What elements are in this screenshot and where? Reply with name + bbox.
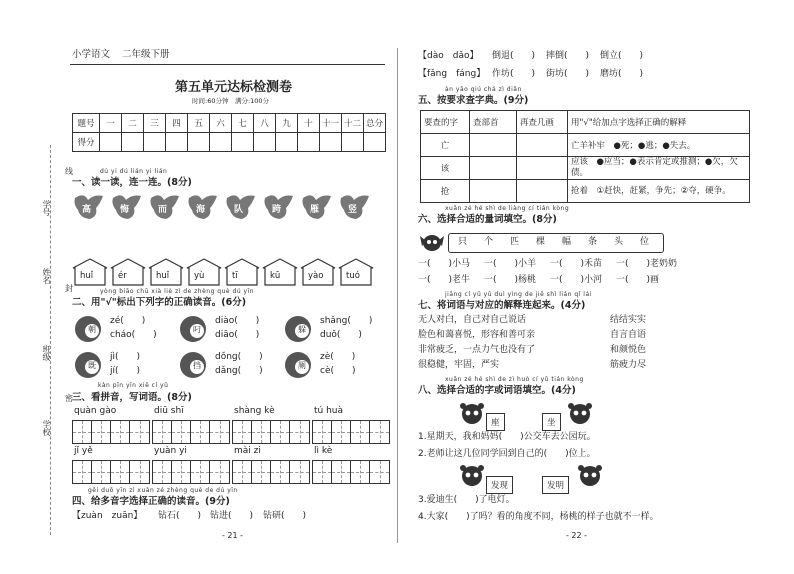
q2-char: 挡: [193, 361, 201, 370]
measure-word-box: [448, 233, 664, 253]
q7-word[interactable]: 自言自语: [610, 330, 647, 340]
q6-blank[interactable]: 一( )小马: [418, 259, 471, 269]
dict-strokes-3[interactable]: [517, 180, 568, 203]
q4-line1-pinyin: 【zuàn zuān】: [72, 511, 143, 521]
score-h6: 六: [210, 114, 232, 133]
grid-cell[interactable]: [233, 461, 252, 483]
grid-cell[interactable]: [191, 421, 210, 443]
score-cell[interactable]: [276, 133, 298, 152]
writing-grid[interactable]: [152, 460, 230, 484]
q6-blank[interactable]: 一( )老牛: [418, 275, 471, 285]
grid-cell[interactable]: [210, 461, 229, 483]
grid-cell[interactable]: [233, 421, 252, 443]
q7-word[interactable]: 筋疲力尽: [610, 360, 647, 370]
grid-cell[interactable]: [172, 461, 191, 483]
score-label: 得分: [73, 133, 100, 152]
grid-cell[interactable]: [271, 421, 290, 443]
q5-pinyin: àn yāo qiú chá zì diǎn: [445, 86, 522, 93]
q3-pinyin: yuàn yi: [154, 446, 187, 456]
q7-definition[interactable]: 很稳健，牢固，严实: [418, 360, 500, 370]
dict-head-char: 要查的字: [421, 111, 470, 134]
q2-char: 厕: [298, 361, 306, 370]
q3-pinyin: tú huà: [314, 406, 344, 416]
writing-grid[interactable]: [232, 420, 310, 444]
grid-cell[interactable]: [313, 461, 332, 483]
q2-char: 朝: [88, 325, 96, 334]
q6-blank[interactable]: 一( )小羊: [484, 259, 537, 269]
girl-icon-1: [458, 400, 486, 428]
margin-line-mark: 线: [65, 167, 73, 176]
page-number-left: - 21 -: [222, 531, 244, 540]
dict-strokes-2[interactable]: [517, 157, 568, 180]
grid-cell[interactable]: [313, 421, 332, 443]
q2-option[interactable]: jì( ): [110, 352, 141, 362]
q6-blank[interactable]: 一( )杨桃: [484, 275, 537, 285]
score-cell[interactable]: [122, 133, 144, 152]
grid-cell[interactable]: [370, 421, 389, 443]
q8-title: 八、选择合适的字或词语填空。(4分): [418, 385, 576, 396]
house-icon: [110, 258, 146, 286]
exam-title: 第五单元达标检测卷: [175, 80, 293, 95]
grid-cell[interactable]: [290, 461, 309, 483]
q1-title: 一、读一读，连一连。(8分): [72, 177, 192, 188]
page-number-right: - 22 -: [566, 531, 588, 540]
grid-cell[interactable]: [92, 421, 111, 443]
grade-label: 二年级下册: [122, 49, 170, 60]
q4-line1-c[interactable]: 钻研( ): [263, 511, 307, 521]
bird-char[interactable]: 雁: [310, 205, 320, 215]
q2-option[interactable]: zé( ): [110, 316, 146, 326]
q4-line1-a[interactable]: 钻石( ): [158, 511, 202, 521]
dict-radical-2[interactable]: [470, 157, 517, 180]
dict-char-3: 抢: [421, 180, 470, 203]
grid-cell[interactable]: [111, 461, 130, 483]
score-h12: 十二: [342, 114, 364, 133]
score-cell[interactable]: [364, 133, 386, 152]
girl-icon-4: [576, 462, 604, 490]
grid-cell[interactable]: [332, 421, 351, 443]
grid-cell[interactable]: [130, 421, 149, 443]
q2-option[interactable]: duǒ( ): [320, 330, 362, 340]
q3-pinyin: lì kè: [314, 446, 333, 456]
grid-cell[interactable]: [92, 461, 111, 483]
house-pinyin[interactable]: huǐ: [80, 271, 94, 281]
grid-cell[interactable]: [191, 461, 210, 483]
dict-expl-2[interactable]: 应该 ●应当；●表示肯定或推测；●欠，欠债。: [568, 157, 750, 180]
q2-char: 躲: [298, 325, 306, 334]
writing-grid[interactable]: [72, 460, 150, 484]
q4-line3-pinyin: 【fǎng fáng】: [418, 69, 486, 79]
q8-pinyin: xuǎn zé hé shì de zì huò cí yǔ tián kòng: [445, 376, 584, 383]
margin-class-label: 班级: [42, 345, 51, 361]
score-cell[interactable]: [254, 133, 276, 152]
q7-word[interactable]: 和颜悦色: [610, 345, 647, 355]
margin-school-label: 学校: [42, 420, 51, 436]
score-cell[interactable]: [100, 133, 122, 152]
bird-char[interactable]: 竖: [348, 205, 358, 215]
q6-blank[interactable]: 一( )画: [616, 275, 660, 285]
grid-cell[interactable]: [271, 461, 290, 483]
score-h5: 五: [188, 114, 210, 133]
q4-line3-a[interactable]: 作坊( ): [492, 69, 536, 79]
q4-line2-a[interactable]: 倒退( ): [492, 51, 536, 61]
measure-word: 只: [458, 237, 468, 247]
q8-word-2: 坐: [542, 413, 561, 431]
score-h13: 总分: [364, 114, 386, 133]
score-table: [72, 113, 386, 152]
grid-cell[interactable]: [351, 461, 370, 483]
writing-grid[interactable]: [72, 420, 150, 444]
q7-word[interactable]: 结结实实: [610, 315, 647, 325]
dict-expl-1[interactable]: 亡羊补牢 ●死；●逃；●失去。: [568, 134, 750, 157]
margin-secret-mark: 密: [65, 394, 73, 403]
margin-id-label: 学号: [42, 200, 51, 216]
q2-option[interactable]: dǒng( ): [215, 352, 263, 362]
q7-definition[interactable]: 脸色和蔼喜悦，形容和善可亲: [418, 330, 536, 340]
q2-option[interactable]: cháo( ): [110, 330, 157, 340]
dict-radical-1[interactable]: [470, 134, 517, 157]
q3-pinyin: jǐ yě: [74, 446, 93, 456]
grid-cell[interactable]: [130, 461, 149, 483]
score-h9: 九: [276, 114, 298, 133]
q2-char: 叼: [193, 325, 201, 334]
grid-cell[interactable]: [351, 421, 370, 443]
measure-word: 棵: [536, 237, 546, 247]
dict-head-strokes: 再查几画: [517, 111, 568, 134]
grid-cell[interactable]: [73, 461, 92, 483]
grid-cell[interactable]: [252, 461, 271, 483]
score-cell[interactable]: [144, 133, 166, 152]
q3-pinyin: shàng kè: [234, 406, 275, 416]
score-cell[interactable]: [210, 133, 232, 152]
q8-sentence-2[interactable]: 2.老师让这几位同学回到自己的( )位上。: [418, 449, 596, 459]
q6-blank[interactable]: 一( )禾苗: [550, 259, 603, 269]
dict-radical-3[interactable]: [470, 180, 517, 203]
q7-pinyin: jiāng cí yǔ yǔ duì yìng de jiě shì lián qǐ lái: [445, 291, 592, 298]
q2-pinyin: yòng biāo chū xià liè zì de zhèng què dú yīn: [100, 288, 255, 295]
q4-pinyin: gěi duō yīn zì xuǎn zé zhèng què de dú yīn: [88, 487, 238, 494]
score-h10: 十: [298, 114, 320, 133]
q5-title: 五、按要求查字典。(9分): [418, 95, 529, 106]
q2-title: 二、用"√"标出下列字的正确读音。(6分): [72, 297, 247, 308]
measure-word: 个: [484, 237, 494, 247]
header-rule: [70, 64, 385, 65]
score-h1: 一: [100, 114, 122, 133]
q2-option[interactable]: dǎng( ): [215, 366, 263, 376]
score-h11: 十一: [320, 114, 342, 133]
q8-sentence-3[interactable]: 3.爱迪生( )了电灯。: [418, 495, 515, 505]
house-pinyin[interactable]: kū: [270, 271, 281, 281]
q8-word-4: 发明: [542, 476, 569, 494]
grid-cell[interactable]: [172, 421, 191, 443]
score-cell[interactable]: [298, 133, 320, 152]
q4-line1-b[interactable]: 钻进( ): [210, 511, 254, 521]
q4-line2-pinyin: 【dào dǎo】: [418, 51, 479, 61]
score-h4: 四: [166, 114, 188, 133]
q6-title: 六、选择合适的量词填空。(8分): [418, 214, 557, 225]
dict-head-explain: 用"√"给加点字选择正确的解释: [568, 111, 750, 134]
dict-head-radical: 查部首: [470, 111, 517, 134]
margin-seal-mark: 封: [65, 284, 73, 293]
grid-cell[interactable]: [153, 461, 172, 483]
q4-line3-b[interactable]: 街坊( ): [546, 69, 590, 79]
bird-char[interactable]: 跨: [272, 205, 282, 215]
bird-char[interactable]: 而: [158, 205, 168, 215]
q2-option[interactable]: zè( ): [320, 352, 356, 362]
writing-grid[interactable]: [312, 420, 390, 444]
q6-blank[interactable]: 一( )小河: [550, 275, 603, 285]
score-h7: 七: [232, 114, 254, 133]
q8-sentence-4[interactable]: 4.大家( )了吗？看的角度不同，杨桃的样子也就不一样。: [418, 512, 659, 522]
q4-title: 四、给多音字选择正确的读音。(9分): [72, 496, 230, 507]
grid-cell[interactable]: [332, 461, 351, 483]
house-pinyin[interactable]: yù: [194, 271, 205, 281]
center-fold: [397, 48, 398, 543]
girl-icon-3: [458, 462, 486, 490]
q2-option[interactable]: diào( ): [215, 316, 260, 326]
measure-word: 位: [640, 237, 650, 247]
q8-word-1: 座: [486, 413, 505, 431]
dict-strokes-1[interactable]: [517, 134, 568, 157]
q7-definition[interactable]: 无人对白，自己对自己说话: [418, 315, 527, 325]
grid-cell[interactable]: [111, 421, 130, 443]
bird-char[interactable]: 队: [234, 205, 244, 215]
q3-pinyin: quàn gào: [74, 406, 117, 416]
measure-word: 头: [614, 237, 624, 247]
measure-word: 条: [588, 237, 598, 247]
q7-definition[interactable]: 非常疲乏，一点力气也没有了: [418, 345, 536, 355]
dict-expl-3[interactable]: 抢着 ①赶快，赶紧，争先；②夺，硬争。: [568, 180, 750, 203]
q3-pinyin: kàn pīn yīn xiě cí yǔ: [98, 382, 169, 389]
q2-option[interactable]: shǎng( ): [320, 316, 373, 326]
dict-char-1: 亡: [421, 134, 470, 157]
margin-name-label: 姓名: [42, 268, 51, 284]
measure-word: 幅: [562, 237, 572, 247]
grid-cell[interactable]: [153, 421, 172, 443]
writing-grid[interactable]: [152, 420, 230, 444]
house-pinyin[interactable]: tuó: [346, 271, 360, 281]
score-cell[interactable]: [342, 133, 364, 152]
q6-blank[interactable]: 一( )老奶奶: [616, 259, 678, 269]
score-h3: 三: [144, 114, 166, 133]
q8-sentence-1[interactable]: 1.星期天，我和妈妈( )公交车去公园玩。: [418, 432, 596, 442]
grid-cell[interactable]: [290, 421, 309, 443]
writing-grid[interactable]: [312, 460, 390, 484]
bat-icon: [418, 230, 446, 254]
q4-line2-b[interactable]: 摔倒( ): [546, 51, 590, 61]
q4-line3-c[interactable]: 磨坊( ): [600, 69, 644, 79]
q2-option[interactable]: cè( ): [320, 366, 356, 376]
q2-option[interactable]: diāo( ): [215, 330, 260, 340]
bird-char[interactable]: 海: [196, 205, 206, 215]
q3-pinyin: diū shī: [154, 406, 184, 416]
grid-cell[interactable]: [252, 421, 271, 443]
score-cell[interactable]: [320, 133, 342, 152]
bird-char[interactable]: 悔: [120, 205, 130, 215]
exam-meta: 时间:60分钟 满分:100分: [192, 97, 270, 105]
subject-label: 小学语文: [72, 49, 111, 60]
grid-cell[interactable]: [73, 421, 92, 443]
q3-pinyin: mài zi: [234, 446, 261, 456]
grid-cell[interactable]: [370, 461, 389, 483]
score-h2: 二: [122, 114, 144, 133]
girl-icon-2: [566, 400, 594, 428]
score-cell[interactable]: [188, 133, 210, 152]
score-cell[interactable]: [166, 133, 188, 152]
q3-title: 三、看拼音，写词语。(8分): [72, 392, 192, 403]
dict-char-2: 该: [421, 157, 470, 180]
score-cell[interactable]: [232, 133, 254, 152]
bird-char[interactable]: 高: [82, 205, 92, 215]
measure-word: 匹: [510, 237, 520, 247]
q2-option[interactable]: jí( ): [110, 366, 141, 376]
house-pinyin[interactable]: ér: [118, 271, 127, 281]
house-pinyin[interactable]: huǐ: [156, 271, 170, 281]
q8-word-3: 发现: [486, 476, 513, 494]
score-h8: 八: [254, 114, 276, 133]
q2-char: 既: [88, 361, 96, 370]
q4-line2-c[interactable]: 倒立( ): [600, 51, 644, 61]
house-pinyin[interactable]: tī: [232, 271, 238, 281]
house-icon: [224, 258, 260, 286]
score-h0: 题号: [73, 114, 100, 133]
q6-pinyin: xuǎn zé hé shì de liàng cí tián kòng: [445, 205, 570, 212]
dictionary-table: [420, 110, 750, 203]
q1-pinyin: dú yi dú lián yi lián: [100, 168, 168, 175]
house-pinyin[interactable]: yào: [308, 271, 324, 281]
grid-cell[interactable]: [210, 421, 229, 443]
q7-title: 七、将词语与对应的解释连起来。(4分): [418, 300, 586, 311]
writing-grid[interactable]: [232, 460, 310, 484]
